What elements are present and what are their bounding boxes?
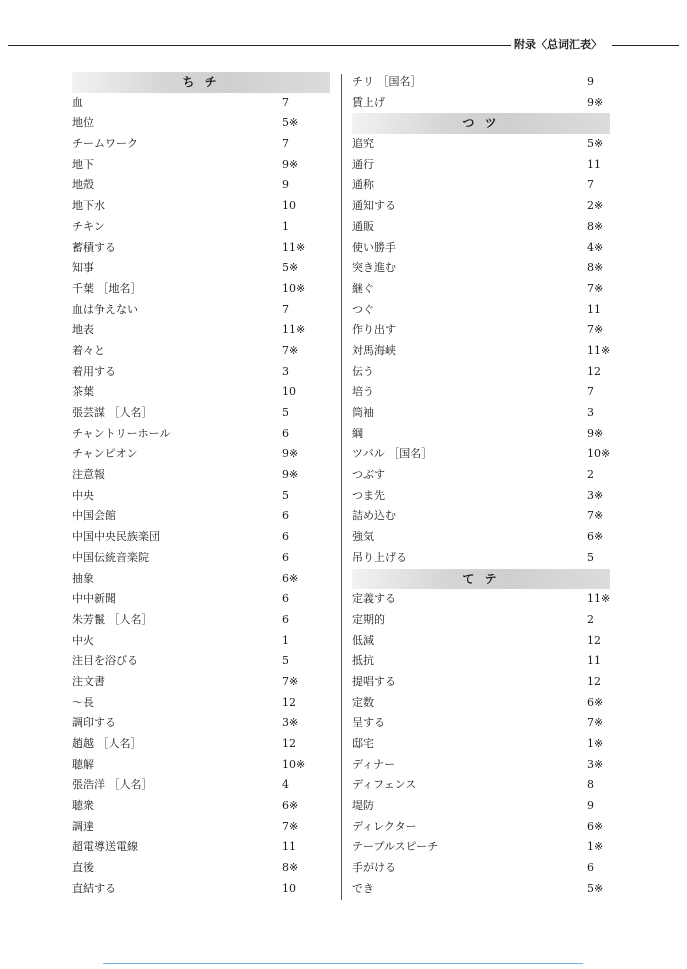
vocab-term: 通称 (352, 178, 374, 192)
lesson-number: 5 (282, 654, 289, 668)
lesson-number: 8※ (587, 261, 604, 275)
lesson-number: 11 (282, 840, 296, 854)
vocab-term: 中央 (72, 488, 94, 502)
vocab-term: 中国伝統音楽院 (72, 550, 149, 564)
lesson-number: 7 (282, 302, 289, 316)
lesson-number: 6 (282, 509, 289, 523)
vocab-entry (72, 465, 330, 486)
vocab-term: チリ ［国名］ (352, 75, 422, 88)
column-divider (341, 74, 342, 900)
lesson-number: 3※ (282, 716, 299, 730)
lesson-number: 2 (587, 468, 594, 482)
vocab-term: 使い勝手 (352, 240, 396, 254)
lesson-number: 6 (587, 861, 594, 875)
lesson-number: 3 (587, 406, 594, 419)
vocab-term: ツバル ［国名］ (352, 447, 433, 461)
lesson-number: 6 (282, 530, 289, 544)
lesson-number: 11 (587, 302, 601, 316)
vocab-term: 茶葉 (72, 385, 94, 399)
vocab-term: 通知する (352, 199, 396, 213)
vocab-term: つぐ (352, 302, 374, 316)
lesson-number: 4 (282, 778, 289, 792)
lesson-number: 5 (587, 550, 594, 564)
vocab-entry (72, 651, 330, 672)
vocab-entry (72, 196, 330, 217)
vocab-entry (352, 506, 610, 527)
vocab-term: 培う (352, 385, 374, 399)
vocab-entry (352, 796, 610, 817)
vocab-entry (72, 320, 330, 341)
vocab-entry (72, 341, 330, 362)
vocab-entry (352, 837, 610, 858)
vocab-entry (352, 258, 610, 279)
vocab-term: ディフェンス (352, 778, 417, 792)
lesson-number: 8 (587, 778, 594, 792)
vocab-entry (72, 527, 330, 548)
vocab-entry (352, 155, 610, 176)
lesson-number: 10※ (587, 447, 611, 461)
vocab-term: 着用する (72, 364, 116, 378)
page-header-title: 附录〈总词汇表〉 (514, 38, 602, 51)
vocab-entry (352, 858, 610, 879)
vocab-term: 対馬海峡 (352, 343, 396, 357)
vocab-entry (352, 134, 610, 155)
vocab-entry (352, 610, 610, 631)
vocab-term: 中国中央民族楽団 (72, 530, 160, 544)
header-rule-left (8, 45, 511, 46)
tsu-entry-list (352, 134, 610, 568)
lesson-number: 1※ (587, 840, 604, 854)
vocab-entry (352, 589, 610, 610)
lesson-number: 12 (282, 737, 296, 750)
right-column (352, 72, 610, 900)
vocab-term: 堤防 (352, 799, 374, 813)
lesson-number: 6 (282, 550, 289, 564)
lesson-number: 9※ (282, 468, 299, 482)
vocab-term: 通販 (352, 219, 374, 233)
vocab-term: 聴衆 (72, 799, 94, 813)
vocab-term: でき (352, 881, 374, 895)
lesson-number: 10※ (282, 281, 306, 295)
lesson-number: 9※ (282, 157, 299, 171)
vocab-term: 中国会館 (72, 509, 116, 523)
lesson-number: 3※ (587, 488, 604, 502)
lesson-number: 9 (587, 799, 594, 813)
vocab-entry (72, 755, 330, 776)
lesson-number: 6 (282, 592, 289, 606)
vocab-entry (352, 548, 610, 569)
lesson-number: 12 (587, 364, 601, 378)
lesson-number: 5※ (587, 881, 604, 895)
vocab-entry (72, 548, 330, 569)
lesson-number: 9 (587, 75, 594, 88)
vocab-entry (72, 796, 330, 817)
vocab-entry (72, 403, 330, 424)
vocab-term: 知事 (72, 261, 94, 275)
vocab-entry (72, 486, 330, 507)
lesson-number: 2※ (587, 199, 604, 213)
vocab-term: 血 (72, 95, 83, 109)
vocab-term: 定数 (352, 695, 374, 709)
vocab-entry (352, 486, 610, 507)
lesson-number: 1※ (587, 737, 604, 750)
lesson-number: 12 (587, 633, 601, 647)
vocab-term: 血は争えない (72, 302, 138, 316)
lesson-number: 11 (587, 157, 601, 171)
lesson-number: 10 (282, 199, 296, 213)
vocab-term: 吊り上げる (352, 550, 407, 564)
vocab-term: 抽象 (72, 571, 94, 585)
vocab-entry (352, 424, 610, 445)
lesson-number: 7 (282, 95, 289, 109)
vocab-term: 強気 (352, 530, 374, 544)
lesson-number: 5※ (282, 116, 299, 130)
te-entry-list (352, 589, 610, 899)
lesson-number: 6※ (587, 530, 604, 544)
vocab-term: チームワーク (72, 137, 138, 151)
vocab-entry (352, 362, 610, 383)
vocab-term: 注文書 (72, 674, 105, 688)
lesson-number: 5※ (282, 261, 299, 275)
vocab-term: 継ぐ (352, 281, 374, 295)
lesson-number: 4※ (587, 240, 604, 254)
vocab-entry (352, 651, 610, 672)
lesson-number: 5※ (587, 137, 604, 151)
lesson-number: 8※ (587, 219, 604, 233)
vocab-entry (352, 175, 610, 196)
lesson-number: 11※ (587, 343, 611, 357)
vocab-term: 定期的 (352, 612, 385, 626)
lesson-number: 1 (282, 219, 289, 233)
lesson-number: 6※ (282, 799, 299, 813)
vocab-entry (72, 734, 330, 755)
vocab-term: 超電導送電線 (72, 840, 138, 854)
vocab-term: ディレクター (352, 819, 417, 833)
vocab-entry (72, 362, 330, 383)
vocab-term: つぶす (352, 468, 385, 482)
vocab-term: 調達 (72, 819, 94, 833)
vocab-term: 邸宅 (352, 737, 374, 750)
vocab-term: 調印する (72, 716, 116, 730)
vocab-entry (72, 693, 330, 714)
lesson-number: 6※ (587, 695, 604, 709)
vocab-term: チャンピオン (72, 447, 138, 461)
bottom-rule (103, 963, 583, 964)
vocab-entry (352, 217, 610, 238)
lesson-number: 11※ (282, 240, 306, 254)
lesson-number: 10 (282, 881, 296, 895)
vocab-entry (72, 238, 330, 259)
vocab-term: 着々と (72, 343, 105, 357)
vocab-term: 直後 (72, 861, 94, 875)
vocab-entry (72, 672, 330, 693)
vocab-entry (352, 734, 610, 755)
lesson-number: 3※ (587, 757, 604, 771)
vocab-entry (72, 858, 330, 879)
vocab-term: 朱芳鬣 ［人名］ (72, 612, 153, 626)
vocab-term: 注目を浴びる (72, 654, 138, 668)
lesson-number: 9 (282, 178, 289, 192)
vocab-entry (72, 775, 330, 796)
vocab-entry (72, 113, 330, 134)
vocab-entry (72, 879, 330, 900)
vocab-term: 中火 (72, 633, 94, 647)
vocab-entry (352, 879, 610, 900)
vocab-entry (352, 693, 610, 714)
vocab-term: 趙越 ［人名］ (72, 737, 142, 750)
vocab-term: 直結する (72, 881, 116, 895)
lesson-number: 7※ (587, 323, 604, 337)
section-header-tsu: つ ツ (352, 113, 610, 134)
lesson-number: 10※ (282, 757, 306, 771)
vocab-entry (352, 341, 610, 362)
vocab-term: 中中新聞 (72, 592, 116, 606)
lesson-number: 3 (282, 364, 289, 378)
vocab-term: 張芸謀 ［人名］ (72, 406, 153, 419)
lesson-number: 12 (587, 674, 601, 688)
vocab-entry (352, 238, 610, 259)
section-header-te: て テ (352, 569, 610, 590)
vocab-term: 地下 (72, 157, 94, 171)
section-header-chi: ち チ (72, 72, 330, 93)
lesson-number: 6※ (282, 571, 299, 585)
vocab-term: 手がける (352, 861, 396, 875)
left-entry-list (72, 93, 330, 900)
vocab-entry (352, 300, 610, 321)
vocab-term: 通行 (352, 157, 374, 171)
vocab-entry (72, 300, 330, 321)
lesson-number: 7※ (282, 819, 299, 833)
vocab-entry (72, 837, 330, 858)
vocab-entry (72, 382, 330, 403)
vocab-entry (352, 382, 610, 403)
lesson-number: 1 (282, 633, 289, 647)
vocab-entry (72, 817, 330, 838)
vocab-term: ディナー (352, 757, 396, 771)
vocab-entry (352, 403, 610, 424)
vocab-entry (72, 444, 330, 465)
vocab-term: 突き進む (352, 261, 396, 275)
vocab-entry (72, 217, 330, 238)
vocab-term: 伝う (352, 364, 374, 378)
vocab-entry (72, 258, 330, 279)
vocab-entry (352, 444, 610, 465)
vocab-entry (72, 506, 330, 527)
lesson-number: 7※ (587, 509, 604, 523)
lesson-number: 9※ (587, 95, 604, 109)
lesson-number: 12 (282, 695, 296, 709)
right-top-entry-list (352, 72, 610, 113)
vocab-term: 地表 (72, 323, 94, 337)
vocab-term: 地殻 (72, 178, 94, 192)
vocab-entry (352, 279, 610, 300)
lesson-number: 7 (282, 137, 289, 151)
lesson-number: 6 (282, 612, 289, 626)
vocab-entry (72, 93, 330, 114)
lesson-number: 11 (587, 654, 601, 668)
vocab-entry (352, 817, 610, 838)
vocab-entry (352, 465, 610, 486)
lesson-number: 11※ (587, 592, 611, 606)
lesson-number: 8※ (282, 861, 299, 875)
vocab-entry (352, 93, 610, 114)
vocab-term: 作り出す (352, 323, 396, 337)
vocab-term: 聴解 (72, 757, 94, 771)
lesson-number: 7※ (587, 281, 604, 295)
vocab-entry (72, 631, 330, 652)
header-rule-right (612, 45, 679, 46)
vocab-entry (72, 279, 330, 300)
lesson-number: 7※ (282, 343, 299, 357)
vocab-term: 低減 (352, 633, 374, 647)
vocab-term: 注意報 (72, 468, 105, 482)
vocab-entry (352, 755, 610, 776)
vocab-entry (72, 424, 330, 445)
vocab-entry (352, 631, 610, 652)
lesson-number: 10 (282, 385, 296, 399)
lesson-number: 9※ (587, 426, 604, 440)
vocab-term: 張浩洋 ［人名］ (72, 778, 153, 792)
vocab-entry (352, 527, 610, 548)
vocab-term: テーブルスピーチ (352, 840, 439, 854)
vocab-entry (352, 196, 610, 217)
lesson-number: 9※ (282, 447, 299, 461)
vocab-entry (352, 672, 610, 693)
lesson-number: 5 (282, 488, 289, 502)
vocab-entry (352, 320, 610, 341)
vocab-term: チキン (72, 219, 105, 233)
vocab-term: 呈する (352, 716, 385, 730)
vocab-entry (72, 589, 330, 610)
vocab-term: 綱 (352, 426, 363, 440)
vocab-term: つま先 (352, 488, 385, 502)
lesson-number: 6※ (587, 819, 604, 833)
left-column (72, 72, 330, 900)
vocab-entry (72, 713, 330, 734)
vocab-term: 追究 (352, 137, 374, 151)
lesson-number: 7 (587, 385, 594, 399)
lesson-number: 2 (587, 612, 594, 626)
vocab-term: 地下水 (72, 199, 105, 213)
vocab-entry (72, 155, 330, 176)
vocab-term: 提唱する (352, 674, 396, 688)
vocab-term: 抵抗 (352, 654, 374, 668)
lesson-number: 5 (282, 406, 289, 419)
vocab-entry (72, 610, 330, 631)
vocab-term: チャントリーホール (72, 426, 171, 440)
vocab-entry (352, 775, 610, 796)
vocab-entry (352, 72, 610, 93)
vocab-entry (352, 713, 610, 734)
vocab-entry (72, 569, 330, 590)
lesson-number: 7※ (282, 674, 299, 688)
vocab-entry (72, 175, 330, 196)
lesson-number: 7※ (587, 716, 604, 730)
lesson-number: 7 (587, 178, 594, 192)
vocab-term: 詰め込む (352, 509, 396, 523)
vocab-term: 地位 (72, 116, 94, 130)
vocab-term: 賃上げ (352, 95, 385, 109)
vocab-term: 蓄積する (72, 240, 116, 254)
lesson-number: 11※ (282, 323, 306, 337)
lesson-number: 6 (282, 426, 289, 440)
vocab-term: 千葉 ［地名］ (72, 281, 142, 295)
vocab-term: 定義する (352, 592, 396, 606)
vocab-term: 筒袖 (352, 406, 374, 419)
vocab-entry (72, 134, 330, 155)
vocab-term: ～長 (72, 695, 94, 709)
